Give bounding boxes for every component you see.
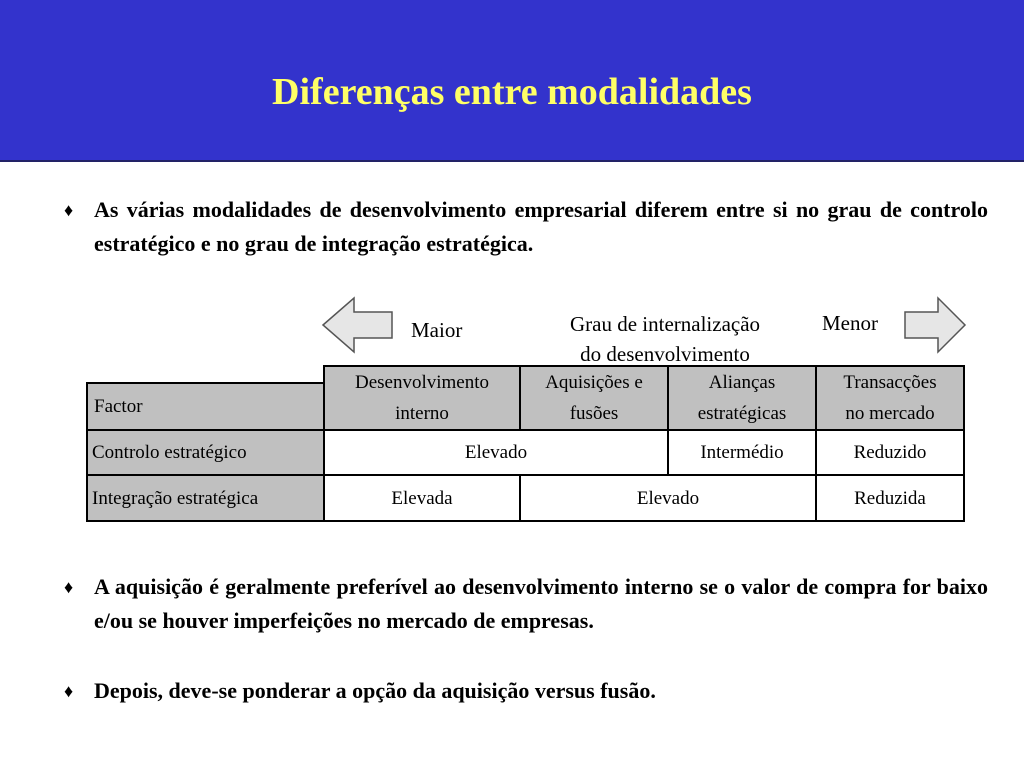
- row-label: Controlo estratégico: [87, 430, 324, 475]
- diamond-bullet-icon: ♦: [64, 577, 74, 597]
- bullet-item: [64, 193, 988, 261]
- arrow-left-icon: [320, 296, 396, 354]
- column-header: Alianças estratégicas: [668, 366, 816, 430]
- diamond-bullet-icon: ♦: [64, 200, 74, 220]
- grau-label-line1: Grau de internalização: [569, 312, 761, 336]
- column-header: Transacções no mercado: [816, 366, 964, 430]
- bullet-text: As várias modalidades de desenvolvimento empresarial diferem entre si no grau de controlo estratégico e no grau de integração estratégica.: [94, 197, 988, 256]
- table-row: [87, 430, 964, 475]
- row-label: Integração estratégica: [87, 475, 324, 521]
- maior-label: Maior: [411, 318, 463, 342]
- column-header: Desenvolvimento interno: [324, 366, 520, 430]
- title-bar: [0, 0, 1024, 162]
- bullet-text: Depois, deve-se ponderar a opção da aquisição versus fusão.: [94, 678, 656, 703]
- bullet-item: [64, 674, 988, 708]
- column-header: Aquisições e fusões: [520, 366, 668, 430]
- bullet-item: [64, 570, 988, 638]
- table-corner: [87, 366, 324, 383]
- menor-label: Menor: [822, 311, 878, 335]
- table-cell: Reduzido: [816, 430, 964, 475]
- diamond-bullet-icon: ♦: [64, 681, 74, 701]
- bullet-text: A aquisição é geralmente preferível ao desenvolvimento interno se o valor de compra for baixo e/ou se houver imperfeições no mercado de empresas.: [94, 574, 988, 633]
- table-cell: Reduzida: [816, 475, 964, 521]
- modalidades-table: [86, 365, 965, 522]
- grau-label: [540, 309, 790, 369]
- table-row: [87, 475, 964, 521]
- slide-title: Diferenças entre modalidades: [272, 71, 752, 113]
- factor-header: Factor: [87, 383, 324, 430]
- table-cell: Elevada: [324, 475, 520, 521]
- arrow-right-icon: [902, 296, 968, 354]
- table-cell: Intermédio: [668, 430, 816, 475]
- table-cell: Elevado: [520, 475, 816, 521]
- grau-label-line2: do desenvolvimento: [580, 342, 750, 366]
- table-cell: Elevado: [324, 430, 668, 475]
